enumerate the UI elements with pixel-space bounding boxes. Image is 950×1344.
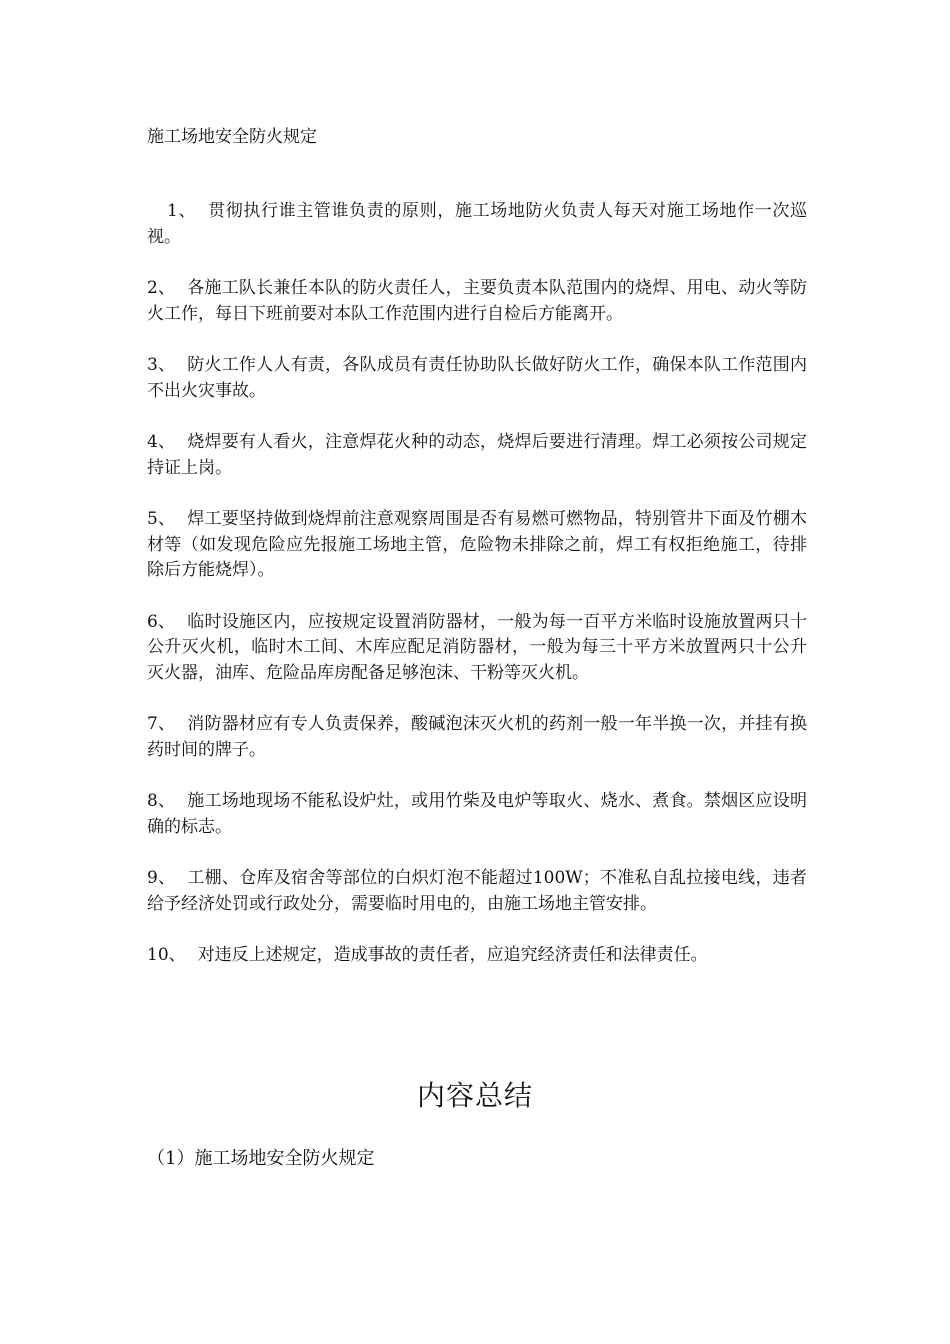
clause-item bbox=[147, 866, 807, 917]
clause-text: 焊工要坚持做到烧焊前注意观察周围是否有易燃可燃物品，特别管井下面及竹棚木材等（如发现危险应先报施工场地主管，危险物未排除之前，焊工有权拒绝施工，待排除后方能烧焊）。 bbox=[147, 509, 807, 580]
clause-item bbox=[147, 789, 807, 840]
clause-item bbox=[147, 712, 807, 763]
clause-item bbox=[147, 276, 807, 327]
clause-text: 消防器材应有专人负责保养，酸碱泡沫灭火机的药剂一般一年半换一次，并挂有换药时间的牌子。 bbox=[147, 714, 807, 760]
summary-heading: 内容总结 bbox=[416, 1079, 533, 1112]
clause-text: 各施工队长兼任本队的防火责任人，主要负责本队范围内的烧焊、用电、动火等防火工作，每日下班前要对本队工作范围内进行自检后方能离开。 bbox=[147, 278, 807, 324]
clause-text: 工棚、仓库及宿舍等部位的白炽灯泡不能超过100W；不准私自乱拉接电线，违者给予经济处罚或行政处分，需要临时用电的，由施工场地主管安排。 bbox=[147, 868, 808, 914]
clause-item bbox=[147, 430, 807, 481]
clause-number: 2、 bbox=[147, 278, 176, 298]
clause-text: 对违反上述规定，造成事故的责任者，应追究经济责任和法律责任。 bbox=[197, 945, 708, 965]
clause-number: 1、 bbox=[167, 201, 197, 221]
clause-number: 4、 bbox=[147, 432, 176, 452]
document-title: 施工场地安全防火规定 bbox=[147, 127, 317, 147]
clause-item bbox=[147, 610, 807, 687]
clause-text: 施工场地现场不能私设炉灶，或用竹柴及电炉等取火、烧水、煮食。禁烟区应设明确的标志。 bbox=[147, 791, 807, 837]
clause-list bbox=[147, 199, 807, 995]
clause-item bbox=[147, 199, 807, 250]
clause-number: 10、 bbox=[147, 945, 186, 965]
clause-number: 9、 bbox=[147, 868, 176, 888]
clause-item bbox=[147, 507, 807, 584]
clause-number: 7、 bbox=[147, 714, 176, 734]
clause-item bbox=[147, 943, 807, 969]
clause-text: 防火工作人人有责，各队成员有责任协助队长做好防火工作，确保本队工作范围内不出火灾事故。 bbox=[147, 355, 807, 401]
clause-number: 8、 bbox=[147, 791, 176, 811]
clause-text: 烧焊要有人看火，注意焊花火种的动态，烧焊后要进行清理。焊工必须按公司规定持证上岗。 bbox=[147, 432, 807, 478]
clause-number: 5、 bbox=[147, 509, 176, 529]
clause-number: 3、 bbox=[147, 355, 176, 375]
clause-text: 临时设施区内，应按规定设置消防器材，一般为每一百平方米临时设施放置两只十公升灭火机，临时木工间、木库应配足消防器材，一般为每三十平方米放置两只十公升灭火器，油库、危险品库房配备足够泡沫、干粉等灭火机。 bbox=[147, 611, 807, 683]
clause-item bbox=[147, 353, 807, 404]
clause-number: 6、 bbox=[147, 611, 176, 632]
summary-item: （1）施工场地安全防火规定 bbox=[147, 1148, 375, 1169]
clause-text: 贯彻执行谁主管谁负责的原则，施工场地防火负责人每天对施工场地作一次巡视。 bbox=[147, 201, 807, 247]
